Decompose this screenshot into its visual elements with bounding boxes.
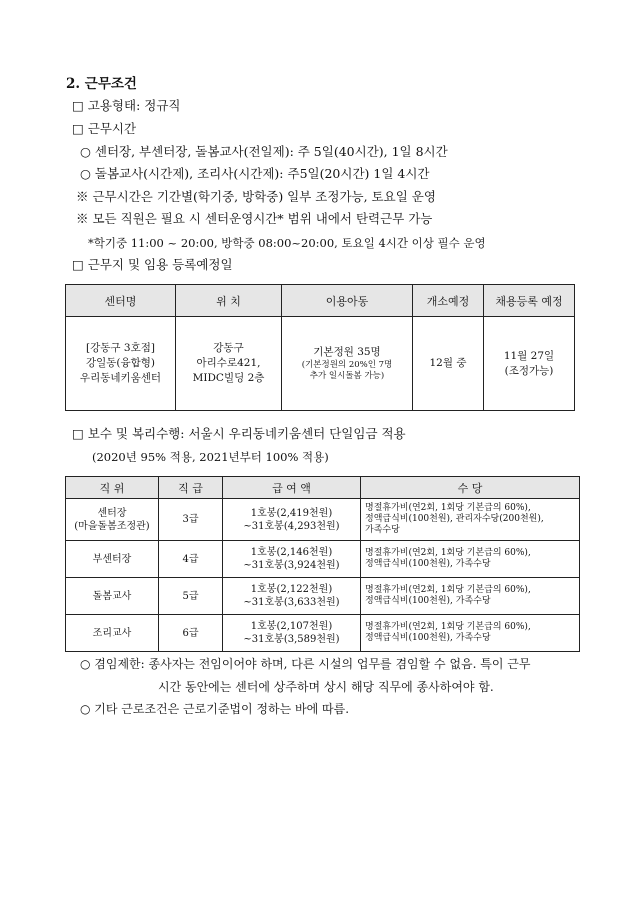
header-hiring: 채용등록 예정 [484, 285, 575, 317]
pay-table-header [66, 477, 580, 499]
allowance-line: 정액급식비(100천원), 가족수당 [365, 596, 491, 606]
operating-hours-footnote: *학기중 11:00 ~ 20:00, 방학중 08:00~20:00, 토요일 4시간 이상 필수 운영 [88, 236, 486, 250]
center-branch: [강동구 3호점] [86, 342, 155, 354]
table-row [66, 578, 580, 615]
position-title: 센터장 [97, 507, 127, 519]
hiring-cell [484, 317, 575, 411]
pay-subnote: (2020년 95% 적용, 2021년부터 100% 적용) [92, 450, 329, 464]
location-building: MIDC빌딩 2층 [192, 372, 265, 384]
table-row [66, 317, 575, 411]
salary-min: 1호봉(2,107천원) [250, 621, 333, 632]
center-name-cell [66, 317, 176, 411]
header-children: 이용아동 [282, 285, 413, 317]
employment-type: □ 고용형태: 정규직 [72, 98, 181, 113]
location-table-header [66, 285, 575, 317]
salary-max: ~31호봉(4,293천원) [243, 520, 340, 532]
salary-max: ~31호봉(3,924천원) [243, 560, 340, 571]
grade-cell: 6급 [159, 615, 223, 652]
table-row [66, 615, 580, 652]
allowance-line: 명절휴가비(연2회, 1회당 기본급의 60%), [365, 585, 531, 595]
hours-heading: □ 근무시간 [72, 121, 137, 136]
table-row [66, 499, 580, 541]
children-extra-2: 추가 일시돌봄 가능) [309, 371, 385, 381]
note-flexible-work: ※ 모든 직원은 필요 시 센터운영시간* 범위 내에서 탄력근무 가능 [76, 211, 433, 226]
salary-min: 1호봉(2,122천원) [250, 584, 333, 595]
header-position: 직 위 [66, 477, 159, 499]
salary-min: 1호봉(2,146천원) [250, 547, 333, 558]
grade-cell: 4급 [159, 541, 223, 578]
salary-min: 1호봉(2,419천원) [250, 507, 333, 519]
children-cell [282, 317, 413, 411]
allowance-line: 정액급식비(100천원), 가족수당 [365, 559, 491, 569]
hours-item-fulltime: ○ 센터장, 부센터장, 돌봄교사(전일제): 주 5일(40시간), 1일 8시간 [80, 144, 448, 159]
salary-max: ~31호봉(3,633천원) [243, 597, 340, 608]
header-grade: 직 급 [159, 477, 223, 499]
allowance-cell [361, 578, 580, 615]
grade-cell: 3급 [159, 499, 223, 541]
allowance-line: 명절휴가비(연2회, 1회당 기본급의 60%), [365, 503, 531, 513]
hours-item-parttime: ○ 돌봄교사(시간제), 조리사(시간제): 주5일(20시간) 1일 4시간 [80, 166, 430, 181]
location-heading: □ 근무지 및 임용 등록예정일 [72, 257, 233, 272]
hiring-note: (조정가능) [504, 364, 554, 377]
note-hours-adjust: ※ 근무시간은 기간별(학기중, 방학중) 일부 조정가능, 토요일 운영 [76, 189, 436, 204]
salary-cell [223, 615, 361, 652]
location-cell [176, 317, 282, 411]
location-street: 아리수로421, [196, 357, 261, 369]
grade-cell: 5급 [159, 578, 223, 615]
other-conditions: ○ 기타 근로조건은 근로기준법이 정하는 바에 따름. [80, 702, 350, 716]
center-area: 강일동(융합형) [85, 357, 156, 369]
hiring-date: 11월 27일 [503, 349, 555, 362]
header-allowance: 수 당 [361, 477, 580, 499]
salary-cell [223, 499, 361, 541]
salary-max: ~31호봉(3,589천원) [243, 634, 340, 645]
position-cell [66, 499, 159, 541]
opening-cell: 12월 중 [413, 317, 484, 411]
pay-heading: □ 보수 및 복리수행: 서울시 우리동네키움센터 단일임금 적용 [72, 426, 406, 441]
allowance-cell [361, 499, 580, 541]
header-location: 위 치 [176, 285, 282, 317]
allowance-line: 가족수당 [365, 525, 400, 535]
allowance-line: 명절휴가비(연2회, 1회당 기본급의 60%), [365, 622, 531, 632]
location-district: 강동구 [213, 342, 244, 354]
position-subtitle: (마을돌봄조정관) [74, 520, 150, 532]
location-table [65, 284, 575, 411]
allowance-cell [361, 615, 580, 652]
concurrent-restriction-line1: ○ 겸임제한: 종사자는 전임이어야 하며, 다른 시설의 업무를 겸임할 수 없음. 특이 근무 [80, 657, 531, 671]
allowance-line: 정액급식비(100천원), 가족수당 [365, 633, 491, 643]
header-opening: 개소예정 [413, 285, 484, 317]
header-salary: 급 여 액 [223, 477, 361, 499]
children-extra-1: (기본정원의 20%인 7명 [301, 360, 393, 370]
section-title: 2. 근무조건 [66, 76, 137, 92]
position-cell: 돌봄교사 [66, 578, 159, 615]
center-name: 우리동네키움센터 [79, 372, 162, 384]
position-cell: 부센터장 [66, 541, 159, 578]
allowance-line: 명절휴가비(연2회, 1회당 기본급의 60%), [365, 548, 531, 558]
header-center-name: 센터명 [66, 285, 176, 317]
children-capacity: 기본정원 35명 [313, 346, 381, 358]
concurrent-restriction-line2: 시간 동안에는 센터에 상주하며 상시 해당 직무에 종사하여야 함. [158, 680, 494, 694]
salary-cell [223, 541, 361, 578]
position-cell: 조리교사 [66, 615, 159, 652]
allowance-line: 정액급식비(100천원), 관리자수당(200천원), [365, 514, 544, 524]
pay-table [65, 476, 580, 652]
salary-cell [223, 578, 361, 615]
table-row [66, 541, 580, 578]
allowance-cell [361, 541, 580, 578]
